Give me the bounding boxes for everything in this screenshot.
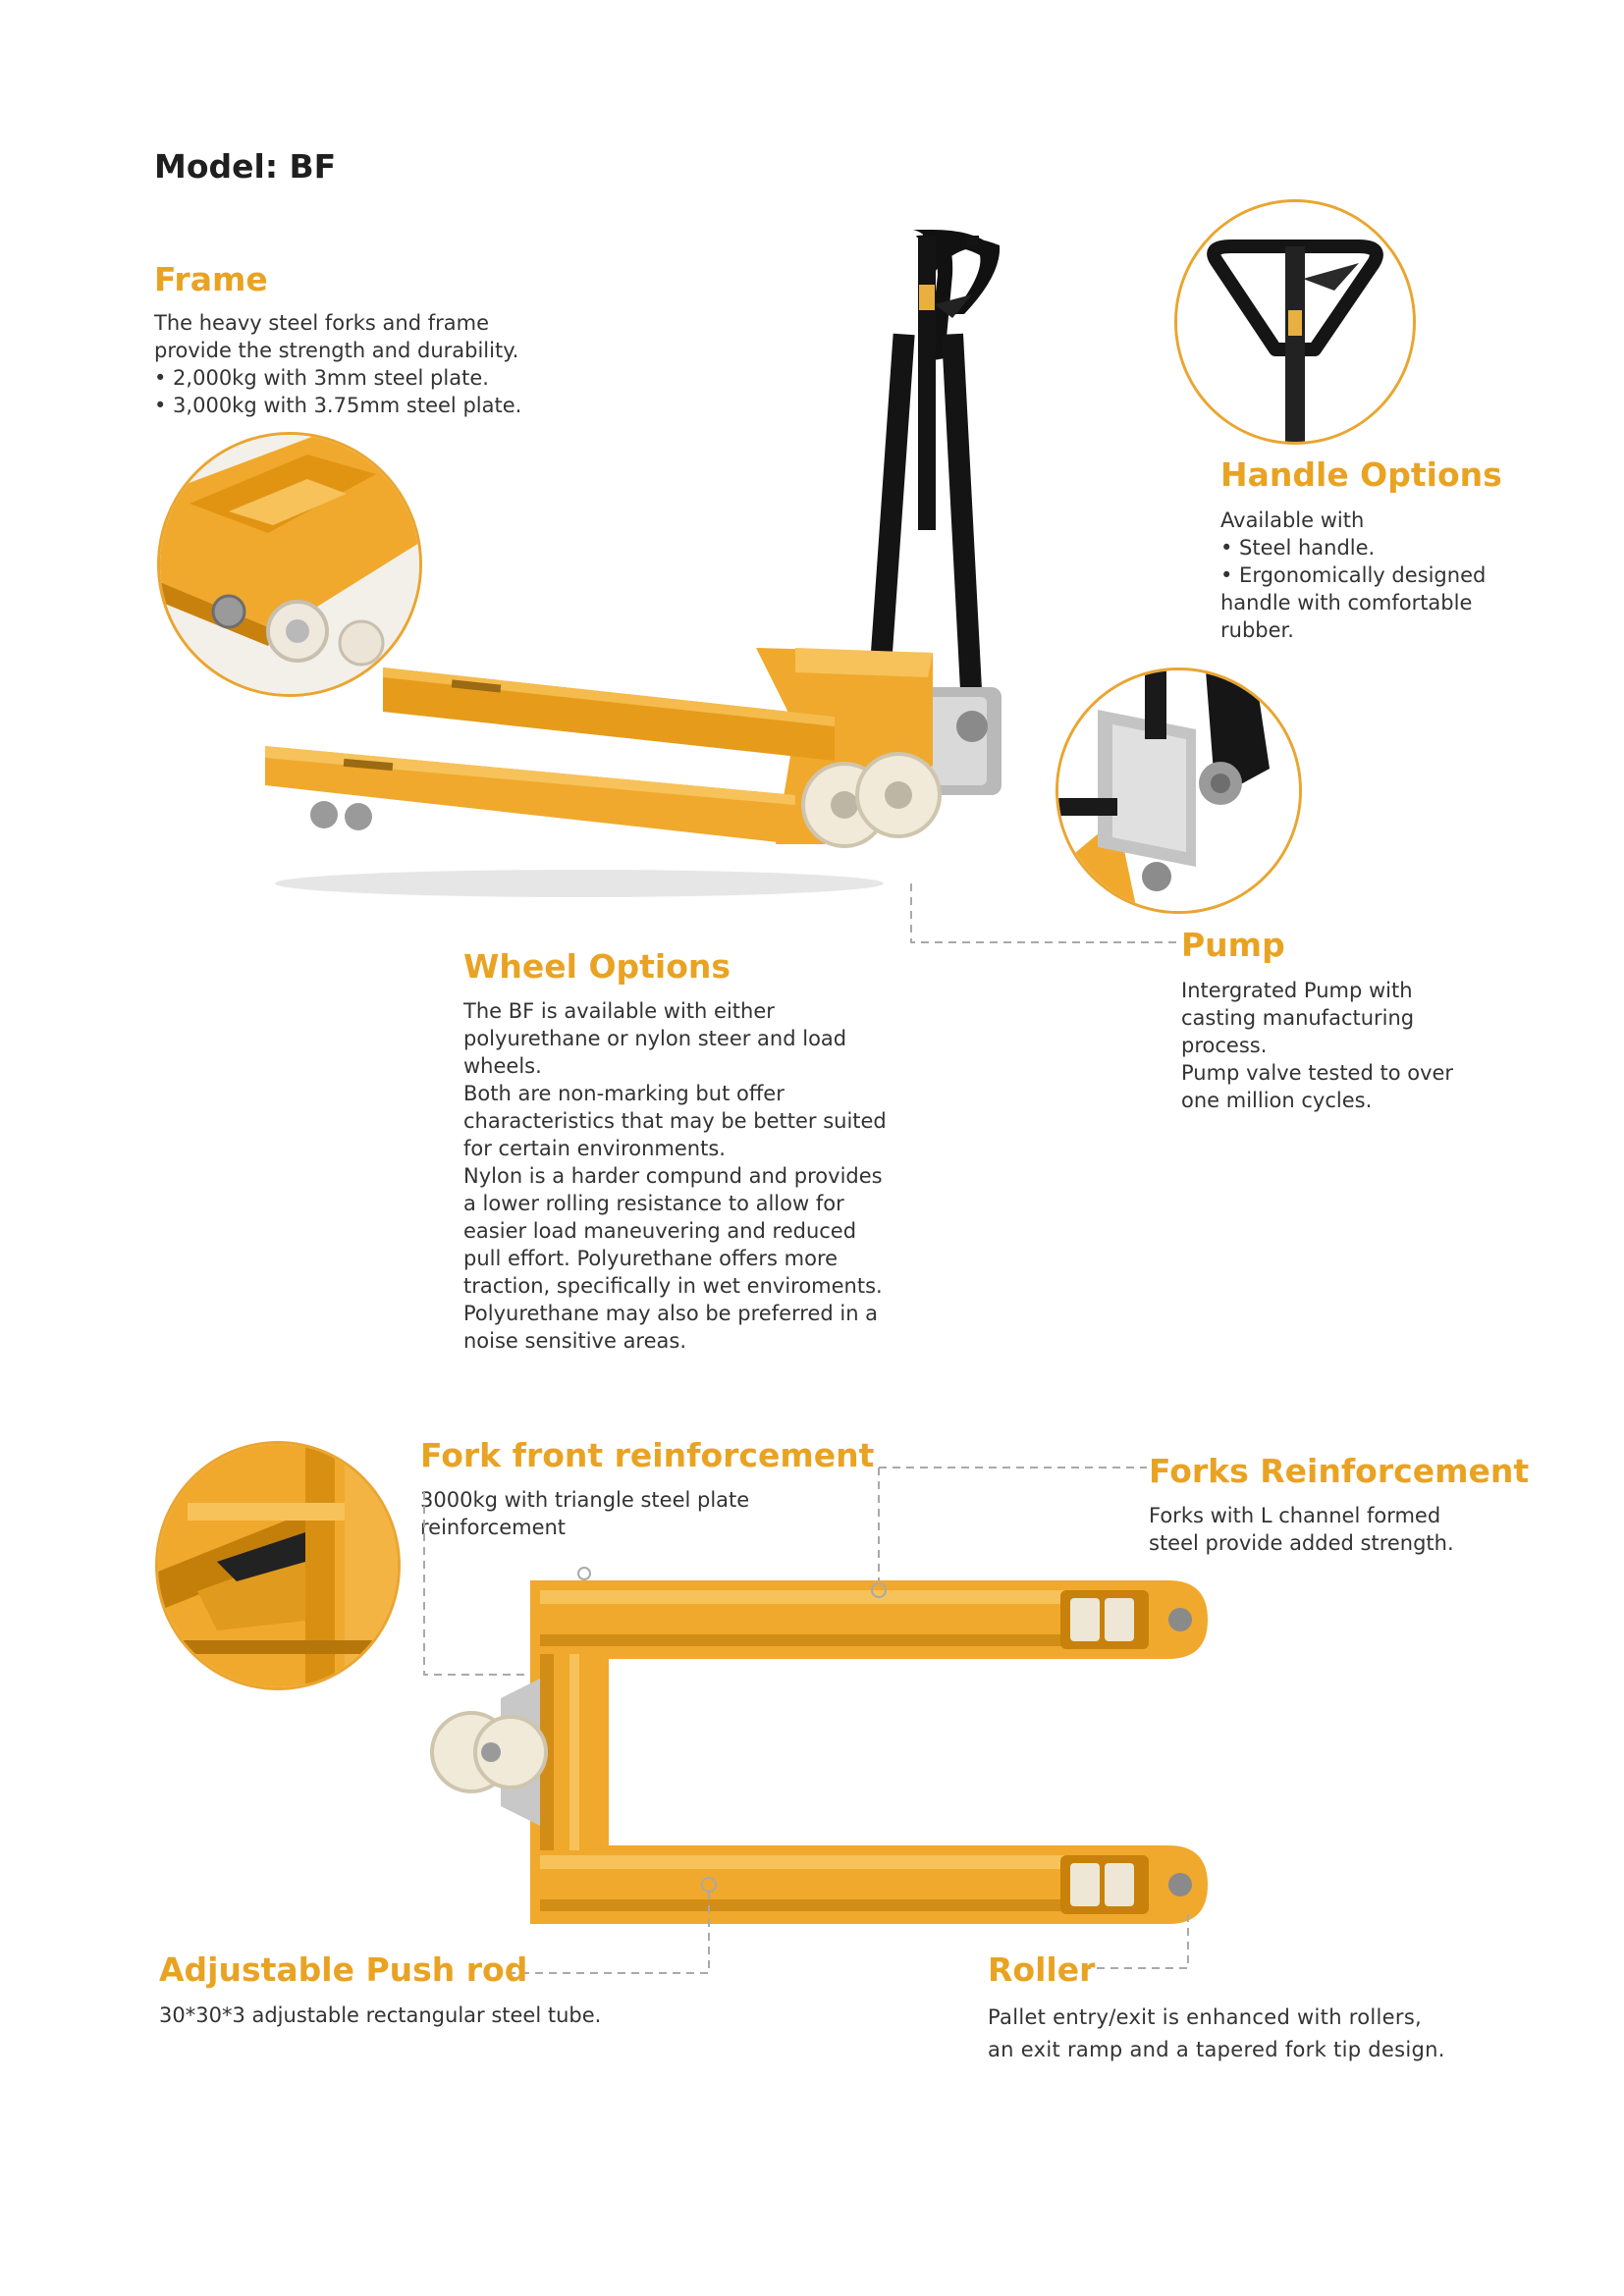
- frame-line: • 3,000kg with 3.75mm steel plate.: [154, 394, 522, 417]
- handle-line: rubber.: [1220, 618, 1294, 642]
- roller-line: an exit ramp and a tapered fork tip design.: [988, 2038, 1445, 2061]
- wheel-line: pull effort. Polyurethane offers more: [463, 1247, 839, 1270]
- pump-description: [1181, 977, 1453, 1114]
- fork-front-line: reinforcement: [420, 1516, 567, 1539]
- handle-description: [1220, 507, 1486, 644]
- fork-front-heading: Fork front reinforcement: [420, 1436, 875, 1474]
- handle-heading: Handle Options: [1220, 455, 1502, 494]
- fork-front-detail-image: [155, 1441, 401, 1690]
- roller-description: [988, 2002, 1445, 2066]
- pump-connector-line: [903, 883, 1188, 952]
- wheel-line: Both are non-marking but offer: [463, 1082, 785, 1105]
- fork-top-view-image: [412, 1453, 1237, 2002]
- push-rod-line: 30*30*3 adjustable rectangular steel tube.: [159, 2003, 602, 2027]
- wheel-line: The BF is available with either: [463, 999, 775, 1023]
- push-rod-heading: Adjustable Push rod: [159, 1950, 528, 1989]
- wheel-heading: Wheel Options: [463, 947, 731, 986]
- pump-line: Intergrated Pump with: [1181, 979, 1413, 1002]
- wheel-description: [463, 997, 887, 1355]
- handle-line: handle with comfortable: [1220, 591, 1473, 614]
- handle-detail-image: [1174, 199, 1416, 445]
- frame-heading: Frame: [154, 260, 268, 298]
- fork-front-line: 3000kg with triangle steel plate: [420, 1488, 750, 1512]
- pump-detail-image: [1056, 667, 1302, 914]
- roller-line: Pallet entry/exit is enhanced with rollers,: [988, 2005, 1423, 2029]
- pump-line: Pump valve tested to over: [1181, 1061, 1454, 1085]
- wheel-line: traction, specifically in wet enviroments.: [463, 1274, 883, 1298]
- roller-heading: Roller: [988, 1950, 1096, 1989]
- forks-reinforcement-heading: Forks Reinforcement: [1149, 1452, 1530, 1490]
- pump-line: process.: [1181, 1034, 1268, 1057]
- wheel-line: Polyurethane may also be preferred in a: [463, 1302, 879, 1325]
- pump-line: casting manufacturing: [1181, 1006, 1415, 1030]
- frame-line: • 2,000kg with 3mm steel plate.: [154, 366, 489, 390]
- frame-line: provide the strength and durability.: [154, 339, 519, 362]
- pallet-truck-image: [245, 216, 1011, 923]
- wheel-line: a lower rolling resistance to allow for: [463, 1192, 844, 1215]
- wheel-line: for certain environments.: [463, 1137, 726, 1160]
- pump-heading: Pump: [1181, 926, 1285, 964]
- push-rod-description: [159, 2002, 601, 2029]
- frame-line: The heavy steel forks and frame: [154, 311, 489, 335]
- handle-line: • Steel handle.: [1220, 536, 1376, 560]
- pump-line: one million cycles.: [1181, 1089, 1373, 1112]
- wheel-line: Nylon is a harder compund and provides: [463, 1164, 883, 1188]
- model-title: Model: BF: [154, 147, 337, 186]
- handle-line: • Ergonomically designed: [1220, 563, 1487, 587]
- handle-line: Available with: [1220, 508, 1365, 532]
- forks-reinforcement-line: steel provide added strength.: [1149, 1531, 1454, 1555]
- forks-reinforcement-line: Forks with L channel formed: [1149, 1504, 1441, 1527]
- wheel-line: noise sensitive areas.: [463, 1329, 687, 1353]
- wheel-line: easier load maneuvering and reduced: [463, 1219, 857, 1243]
- wheel-line: wheels.: [463, 1054, 542, 1078]
- wheel-line: characteristics that may be better suited: [463, 1109, 887, 1133]
- wheel-line: polyurethane or nylon steer and load: [463, 1027, 847, 1050]
